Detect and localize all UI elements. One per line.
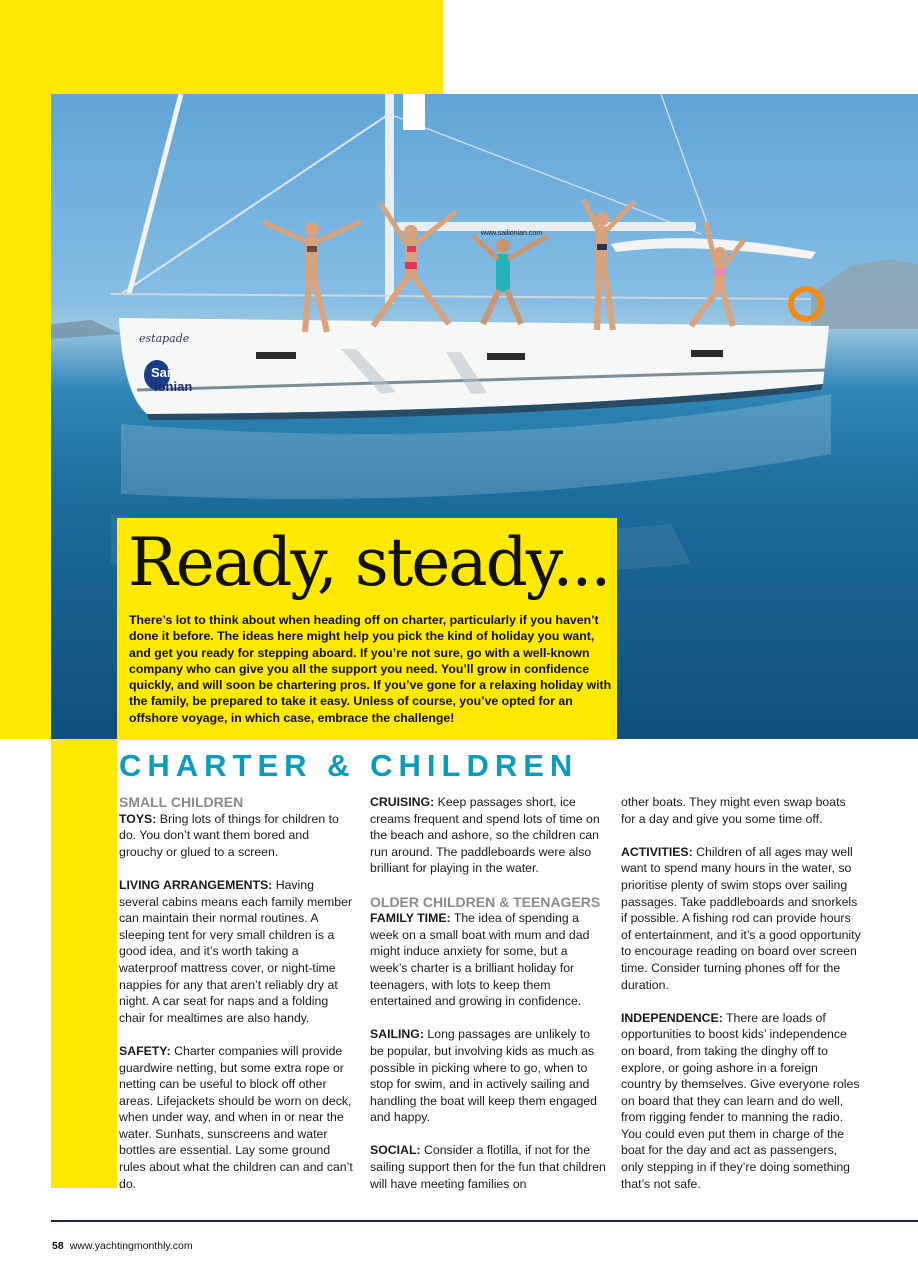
yellow-strip-left <box>51 739 117 1188</box>
label-cruising: CRUISING: <box>370 795 435 809</box>
page-number: 58 <box>52 1240 64 1252</box>
boom-text: www.sailionian.com <box>481 230 543 237</box>
text-toys: Bring lots of things for children to do. You don’t want them bored and grouchy or glued to a screen. <box>119 811 339 859</box>
subheading-older-children: OLDER CHILDREN & TEENAGERS <box>370 893 601 910</box>
text-social: Consider a flotilla, if not for the sailing support then for the fun that children will have meeting families on <box>370 1143 606 1191</box>
paragraph-cruising <box>370 794 606 877</box>
label-safety: SAFETY: <box>119 1043 171 1058</box>
boat-name: estapade <box>139 332 190 345</box>
yellow-block-top <box>0 0 443 94</box>
paragraph-independence <box>621 1010 861 1193</box>
paragraph-safety <box>119 1043 355 1192</box>
footer <box>52 1240 193 1252</box>
boat-logo-bottom: Ionian <box>154 379 193 394</box>
text-activities: Children of all ages may well want to spend many hours in the water, so prioritise plenty of swim stops over sailing passages. Take paddleboards and snorkels if possible. A fishing rod can provide hours of entertainment, and it’s a good opportunity to encourage reading on board over screen time. Consider turning phones off for the duration. <box>621 844 861 992</box>
paragraph-continued: other boats. They might even swap boats for a day and give you some time off. <box>621 795 846 826</box>
footer-url[interactable]: www.yachtingmonthly.com <box>69 1240 193 1252</box>
label-living: LIVING ARRANGEMENTS: <box>119 877 273 892</box>
label-activities: ACTIVITIES: <box>621 844 693 859</box>
paragraph-social <box>370 1142 606 1192</box>
text-living: Having several cabins means each family member can maintain their normal routines. A sleeping tent for very small children is a good idea, and it’s worth taking a waterproof mattress cover, or night-time nappies for any that aren’t reliably dry at night. A car seat for naps and a folding chair for mealtimes are also handy. <box>119 877 353 1025</box>
label-sailing: SAILING: <box>370 1027 424 1042</box>
text-sailing: Long passages are unlikely to be popular, but involving kids as much as possible in picking where to go, when to stop for swim, and in actively sailing and handling the boat will keep them engaged and happy. <box>370 1027 597 1125</box>
paragraph-toys <box>119 811 355 861</box>
column-1 <box>119 794 355 1209</box>
subheading-small-children: SMALL CHILDREN <box>119 794 244 810</box>
text-independence: There are loads of opportunities to boost kids’ independence on board, from taking the dinghy off to explore, or going ashore in a foreign country by themselves. Give everyone roles on board that they can learn and do well, from rigging fender to manning the radio. You could even put them in charge of the boat for the day and act as passengers, only stepping in if they’re doing something that’s not safe. <box>621 1010 860 1191</box>
column-3 <box>621 794 861 1209</box>
label-social: SOCIAL: <box>370 1143 421 1158</box>
section-heading: CHARTER & CHILDREN <box>119 748 579 783</box>
text-family: The idea of spending a week on a small boat with mum and dad might induce anxiety for some, but a week’s charter is a brilliant holiday for teenagers, with lots to keep them entertained and growing in confidence. <box>370 911 590 1009</box>
column-2 <box>370 794 606 1209</box>
label-family: FAMILY TIME: <box>370 911 451 926</box>
yellow-block-left <box>0 94 51 739</box>
paragraph-living <box>119 877 355 1026</box>
label-toys: TOYS: <box>119 811 157 826</box>
page-title: Ready, steady... <box>128 524 610 601</box>
text-cruising: Keep passages short, ice creams frequent and spend lots of time on the beach and ashore, so the children can run around. The paddleboards were also brilliant for playing in the water. <box>370 795 600 876</box>
boat-logo-top: Sail <box>151 365 175 380</box>
label-independence: INDEPENDENCE: <box>621 1010 723 1025</box>
intro-paragraph: There’s lot to think about when heading off on charter, particularly if you haven’t done it before. The ideas here might help you pick the kind of holiday you want, and get you ready for stepping aboard. If you’re not sure, go with a well-known company who can give you all the support you need. You’ll grow in confidence quickly, and will soon be chartering pros. If you’ve gone for a relaxing holiday with the family, be prepared to take it easy. Unless of course, you’ve opted for an offshore voyage, in which case, embrace the challenge! <box>129 613 612 725</box>
paragraph-activities <box>621 844 861 993</box>
text-safety: Charter companies will provide guardwire netting, but some extra rope or netting can be useful to block off other areas. Lifejackets should be worn on deck, when under way, and when in or near the water. Sunhats, sunscreens and water bottles are essential. Lay some ground rules about what the children can and can’t do. <box>119 1043 353 1191</box>
paragraph-family <box>370 910 606 1010</box>
paragraph-sailing <box>370 1026 606 1126</box>
footer-rule <box>51 1220 918 1222</box>
